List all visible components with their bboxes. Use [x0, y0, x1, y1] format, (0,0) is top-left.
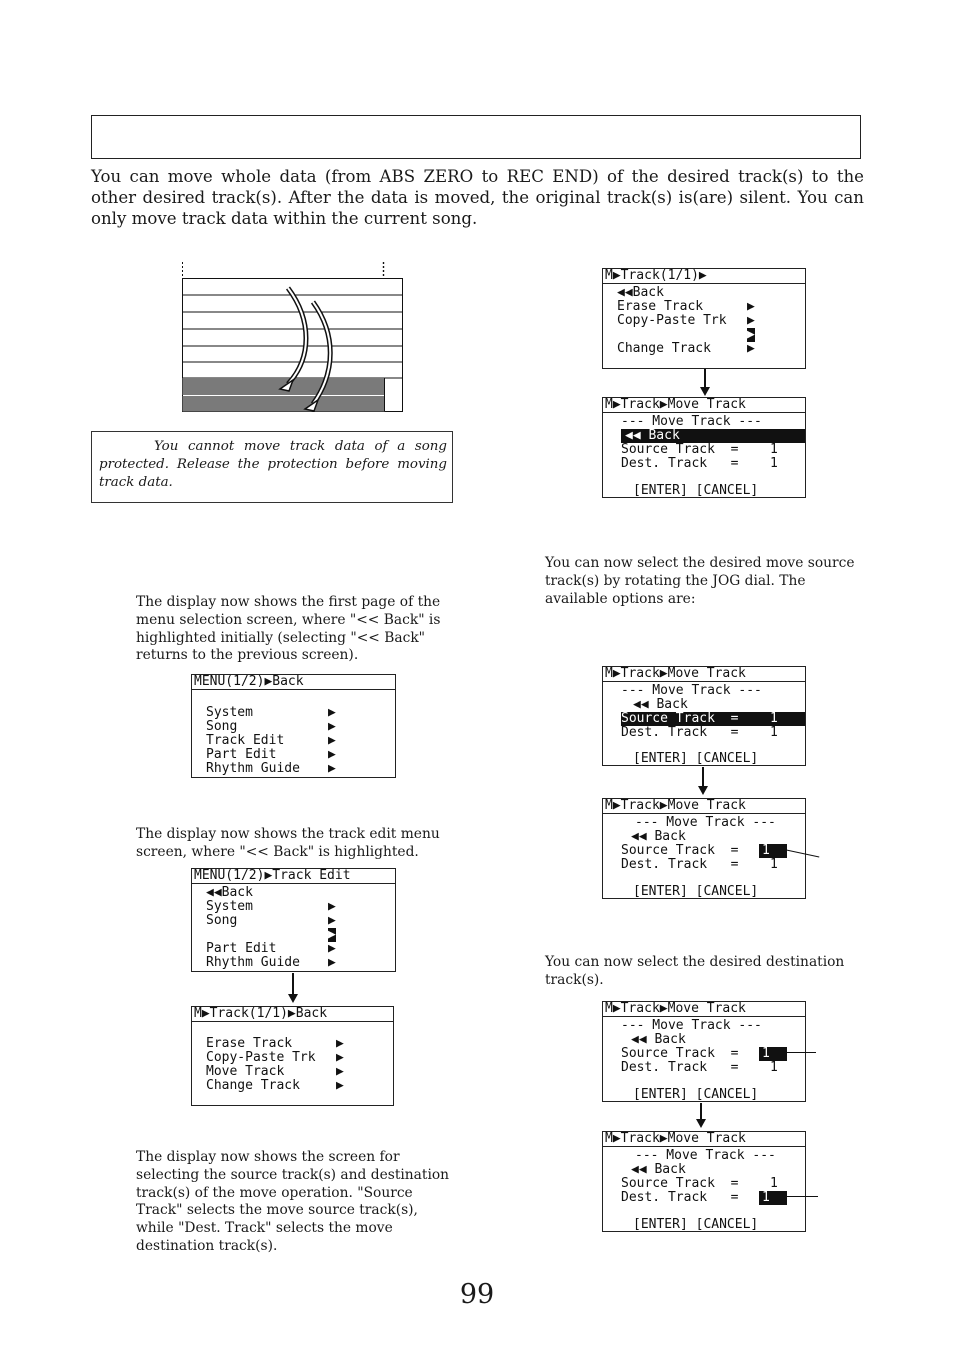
back-option[interactable]: ◀◀ Back [631, 1033, 686, 1047]
source-track-label[interactable]: Source Track = [621, 844, 739, 858]
submenu-arrow-icon: ▶ [328, 705, 336, 720]
submenu-arrow-icon: ▶ [328, 761, 336, 776]
submenu-arrow-icon: ▶ [328, 899, 336, 914]
flow-arrow-line [704, 369, 706, 388]
submenu-arrow-icon: ▶ [747, 313, 755, 328]
source-track-label[interactable]: Source Track = [621, 1047, 739, 1061]
lcd-move-track-source-row [602, 666, 806, 766]
flow-arrow-down-icon [288, 994, 298, 1003]
screen-title: --- Move Track --- [635, 1149, 776, 1163]
lcd-header: M▶Track▶Move Track [603, 1002, 805, 1017]
enter-cancel-footer[interactable]: [ENTER] [CANCEL] [633, 1218, 759, 1232]
step4-text: You can now select the desired move source track(s) by rotating the JOG dial. The available options are: [545, 555, 855, 607]
source-track-label[interactable]: Source Track = [621, 712, 805, 726]
lcd-header: M▶Track(1/1)▶ [603, 269, 805, 284]
menu-item-track-edit[interactable]: Track Edit [206, 734, 285, 748]
source-track-label[interactable]: Source Track = [621, 443, 739, 457]
flow-arrow-down-icon [700, 387, 710, 396]
lcd-menu-track-edit [191, 868, 396, 972]
step1-text: The display now shows the first page of the menu selection screen, where "<< Back" is highlighted initially (selecting "<< Back" returns to the previous screen). [136, 594, 441, 664]
step2-text: The display now shows the track edit menu screen, where "<< Back" is highlighted. [136, 826, 440, 860]
submenu-arrow-icon: ▶ [336, 1064, 344, 1079]
submenu-arrow-icon: ▶ [747, 327, 755, 342]
submenu-arrow-icon: ▶ [336, 1050, 344, 1065]
menu-item-rhythm-guide[interactable]: Rhythm Guide [206, 956, 300, 970]
source-track-value: 1 [770, 711, 778, 726]
menu-item-back[interactable]: ◀◀Back [206, 886, 253, 900]
dest-track-label[interactable]: Dest. Track = [621, 1061, 739, 1075]
screen-title: --- Move Track --- [621, 684, 762, 698]
submenu-arrow-icon: ▶ [328, 927, 336, 942]
back-option[interactable]: ◀◀ Back [633, 698, 688, 712]
source-track-value: 1 [770, 1176, 778, 1191]
lcd-track-list [602, 268, 806, 369]
dest-track-value: 1 [770, 456, 778, 471]
menu-item-move-track[interactable]: Move Track [206, 1065, 285, 1079]
page-number: 99 [459, 1279, 495, 1310]
dest-track-value: 1 [770, 725, 778, 740]
flow-arrow-line [292, 973, 294, 995]
dest-track-value: 1 [770, 857, 778, 872]
submenu-arrow-icon: ▶ [328, 719, 336, 734]
menu-item-part-edit[interactable]: Part Edit [206, 942, 277, 956]
source-track-label[interactable]: Source Track = [621, 1177, 739, 1191]
lcd-header: M▶Track▶Move Track [603, 799, 805, 814]
lcd-header: MENU(1/2)▶Track Edit [192, 869, 395, 884]
menu-item-part-edit[interactable]: Part Edit [206, 748, 277, 762]
step5-text: You can now select the desired destination track(s). [545, 954, 845, 988]
submenu-arrow-icon: ▶ [336, 1078, 344, 1093]
menu-item-erase-track[interactable]: Erase Track [206, 1037, 293, 1051]
enter-cancel-footer[interactable]: [ENTER] [CANCEL] [633, 1088, 759, 1102]
note-text: You cannot move track data of a song protected. Release the protection before moving track data. [99, 439, 447, 490]
lcd-header: M▶Track▶Move Track [603, 398, 805, 413]
flow-arrow-line [702, 767, 704, 787]
flow-arrow-line [700, 1103, 702, 1120]
lcd-move-track-back [602, 397, 806, 498]
submenu-arrow-icon: ▶ [328, 913, 336, 928]
callout-leader-line [784, 1196, 818, 1197]
screen-title: --- Move Track --- [635, 816, 776, 830]
menu-item-song[interactable]: Song [206, 914, 238, 928]
source-track-value[interactable]: 1 [759, 1047, 787, 1061]
flow-arrow-down-icon [696, 1119, 706, 1128]
submenu-arrow-icon: ▶ [328, 747, 336, 762]
dest-track-label[interactable]: Dest. Track = [621, 726, 739, 740]
submenu-arrow-icon: ▶ [336, 1036, 344, 1051]
submenu-arrow-icon: ▶ [747, 341, 755, 356]
dest-track-label[interactable]: Dest. Track = [621, 457, 739, 471]
screen-title: --- Move Track --- [621, 415, 762, 429]
menu-item-change-track[interactable]: Change Track [206, 1079, 300, 1093]
lcd-header: M▶Track▶Move Track [603, 1132, 805, 1147]
flow-arrow-down-icon [698, 786, 708, 795]
menu-item-change-track[interactable]: Change Track [617, 342, 711, 356]
menu-item-rhythm-guide[interactable]: Rhythm Guide [206, 762, 300, 776]
section-title-box [91, 115, 861, 159]
submenu-arrow-icon: ▶ [747, 299, 755, 314]
enter-cancel-footer[interactable]: [ENTER] [CANCEL] [633, 752, 759, 766]
lcd-move-track-dest-row [602, 1001, 806, 1102]
dest-track-label[interactable]: Dest. Track = [621, 1191, 739, 1205]
source-track-value[interactable]: 1 [759, 844, 787, 858]
lcd-move-track-dest-value [602, 1131, 806, 1232]
enter-cancel-footer[interactable]: [ENTER] [CANCEL] [633, 885, 759, 899]
dest-track-label[interactable]: Dest. Track = [621, 858, 739, 872]
menu-item-song[interactable]: Song [206, 720, 238, 734]
menu-item-system[interactable]: System [206, 706, 253, 720]
lcd-header: M▶Track(1/1)▶Back [192, 1007, 393, 1022]
screen-title: --- Move Track --- [621, 1019, 762, 1033]
step3-text: The display now shows the screen for selecting the source track(s) and destination track(s) of the move operation. "Source Track" selects the move source track(s), while "Dest. Track" selects the move destination track(s). [136, 1149, 450, 1254]
menu-item-erase-track[interactable]: Erase Track [617, 300, 704, 314]
lcd-header: M▶Track▶Move Track [603, 667, 805, 682]
dest-track-value[interactable]: 1 [759, 1191, 787, 1205]
back-option[interactable]: ◀◀ Back [631, 1163, 686, 1177]
menu-item-copy-paste-trk[interactable]: Copy-Paste Trk [206, 1051, 316, 1065]
submenu-arrow-icon: ▶ [328, 733, 336, 748]
dest-track-value: 1 [770, 1060, 778, 1075]
back-option[interactable]: ◀◀ Back [621, 429, 805, 443]
menu-item-system[interactable]: System [206, 900, 253, 914]
lcd-move-track-source-value [602, 798, 806, 899]
lcd-menu-back [191, 674, 396, 778]
back-option[interactable]: ◀◀ Back [631, 830, 686, 844]
intro-paragraph: You can move whole data (from ABS ZERO to REC END) of the desired track(s) to the other desired track(s). After the data is moved, the original track(s) is(are) silent. You can only move track data within the current song. [91, 167, 864, 228]
menu-item-copy-paste-trk[interactable]: Copy-Paste Trk [617, 314, 727, 328]
source-track-value: 1 [770, 442, 778, 457]
lcd-header: MENU(1/2)▶Back [192, 675, 395, 690]
track-move-diagram [176, 258, 408, 416]
menu-item-back[interactable]: ◀◀Back [617, 286, 664, 300]
submenu-arrow-icon: ▶ [328, 941, 336, 956]
callout-leader-line [784, 1052, 816, 1053]
submenu-arrow-icon: ▶ [328, 955, 336, 970]
lcd-track-back [191, 1006, 394, 1106]
enter-cancel-footer[interactable]: [ENTER] [CANCEL] [633, 484, 759, 498]
